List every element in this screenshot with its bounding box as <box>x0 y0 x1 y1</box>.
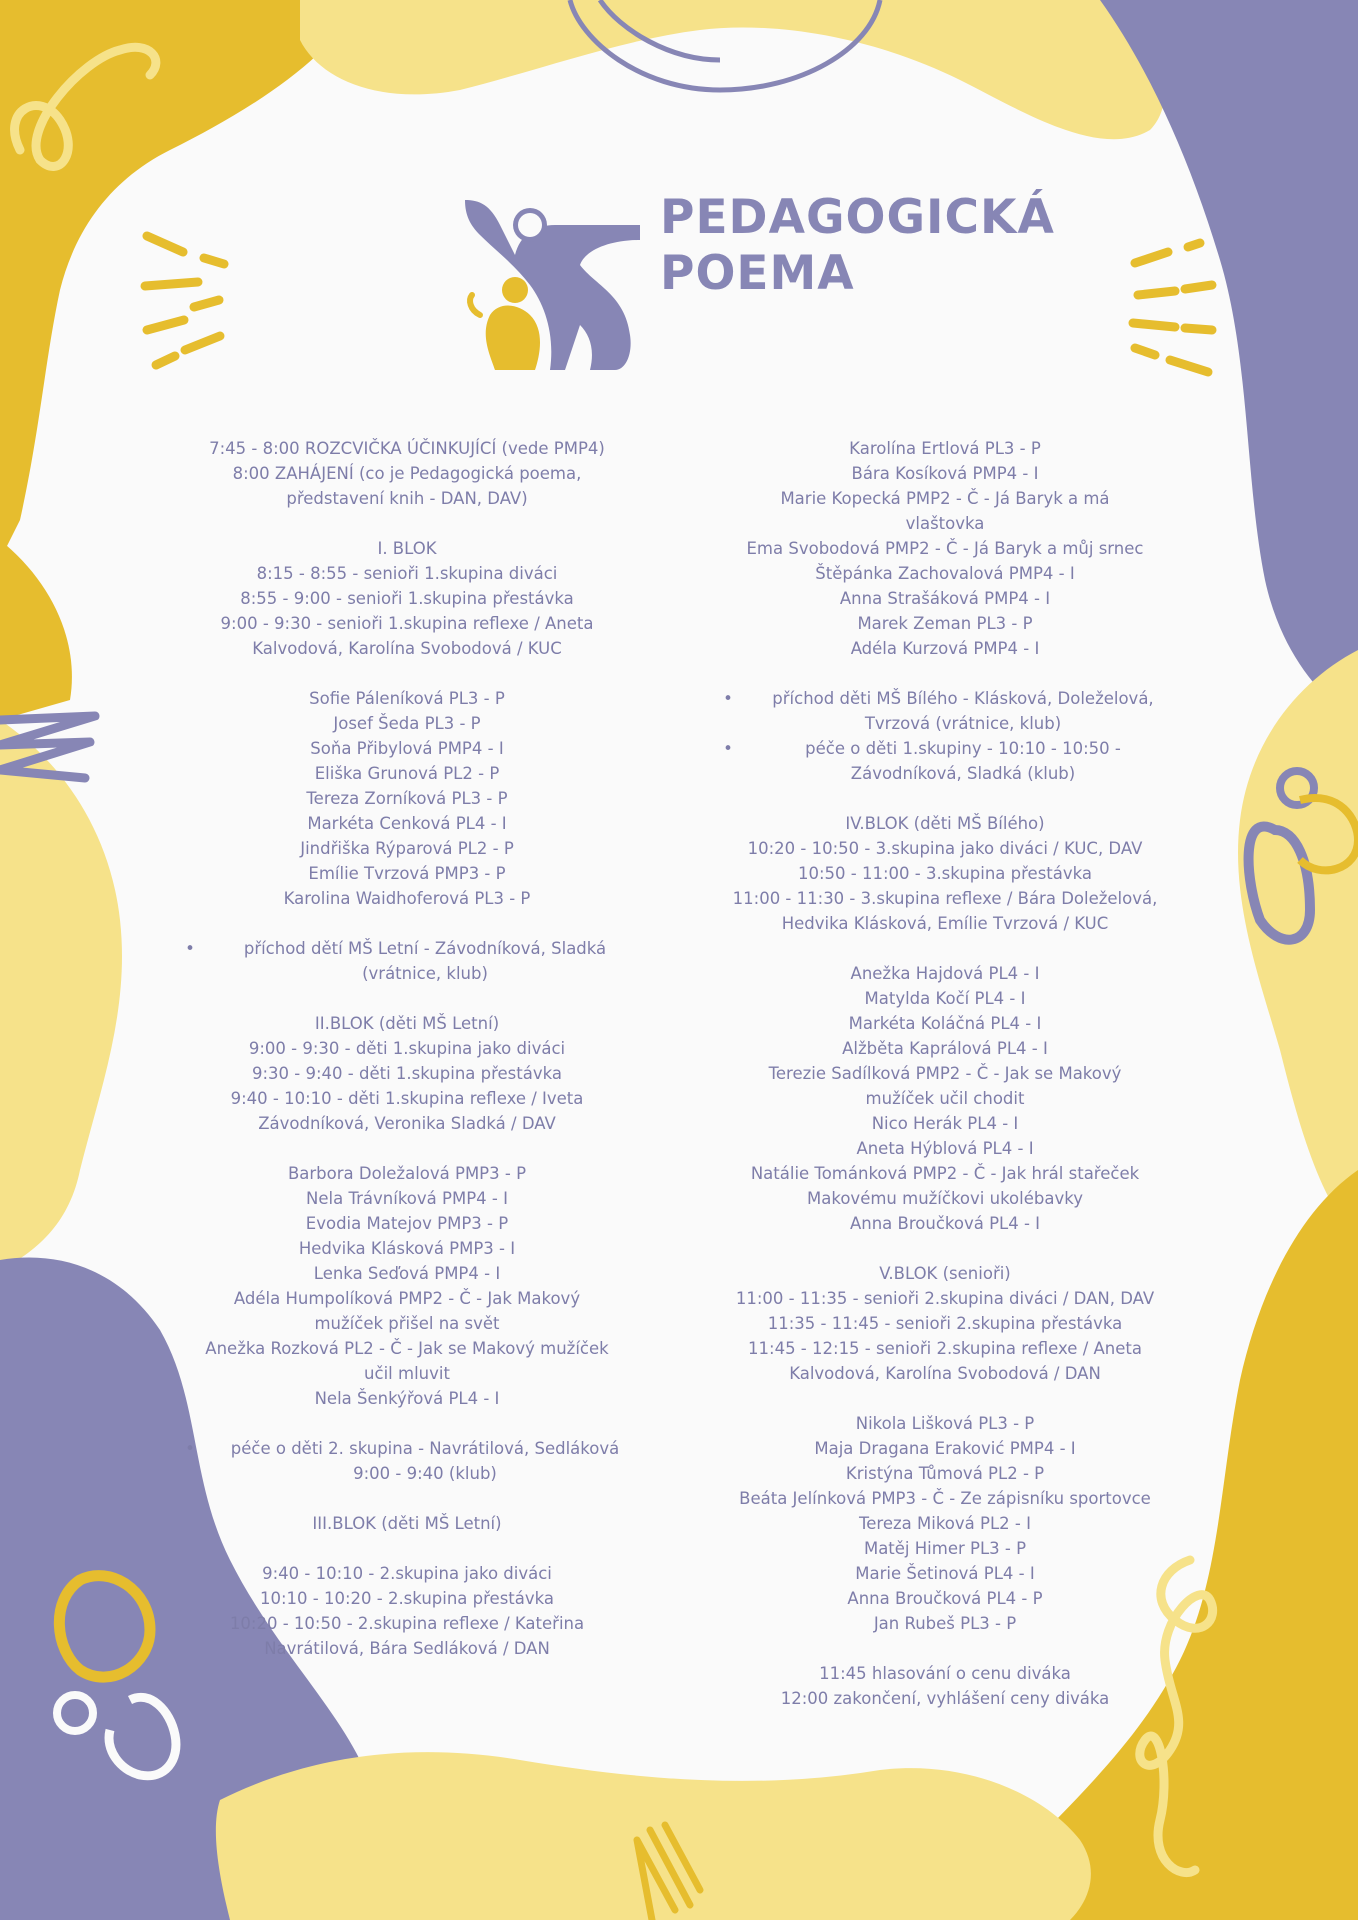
schedule-line: 9:30 - 9:40 - děti 1.skupina přestávka <box>252 1064 562 1083</box>
schedule-line: Závodníková, Veronika Sladká / DAV <box>258 1114 556 1133</box>
performer-line: Maja Dragana Eraković PMP4 - I <box>814 1439 1076 1458</box>
performer-line: mužíček učil chodit <box>865 1089 1025 1108</box>
performer-line: Alžběta Kaprálová PL4 - I <box>842 1039 1048 1058</box>
schedule-line: 9:40 - 10:10 - 2.skupina jako diváci <box>262 1564 552 1583</box>
performer-line: Anna Broučková PL4 - P <box>847 1589 1043 1608</box>
schedule-line: 10:20 - 10:50 - 3.skupina jako diváci / KUC, DAV <box>747 839 1143 858</box>
bullet-item <box>710 686 1180 736</box>
bullet-text: péče o děti 2. skupina - Navrátilová, Sedláková <box>230 1439 620 1458</box>
performer-line: Bára Kosíková PMP4 - I <box>851 464 1039 483</box>
performer-line: Karolína Ertlová PL3 - P <box>849 439 1041 458</box>
closing-line: 11:45 hlasování o cenu diváka <box>819 1664 1071 1683</box>
brand-title <box>660 190 1055 302</box>
bullet-text: 9:00 - 9:40 (klub) <box>353 1464 497 1483</box>
performer-line: Anežka Hajdová PL4 - I <box>850 964 1040 983</box>
bullet-text: Závodníková, Sladká (klub) <box>850 764 1076 783</box>
performer-line: Natálie Tománková PMP2 - Č - Jak hrál stařeček <box>750 1164 1140 1183</box>
performer-line: Sofie Páleníková PL3 - P <box>309 689 505 708</box>
schedule-line: 11:00 - 11:35 - senioři 2.skupina diváci / DAN, DAV <box>735 1289 1155 1308</box>
performer-line: Barbora Doležalová PMP3 - P <box>287 1164 527 1183</box>
schedule-line: představení knih - DAN, DAV) <box>286 489 528 508</box>
schedule-line: 10:10 - 10:20 - 2.skupina přestávka <box>259 1589 555 1608</box>
bullet-text: příchod děti MŠ Bílého - Klásková, Doleželová, <box>772 689 1154 708</box>
schedule-line: 7:45 - 8:00 ROZCVIČKA ÚČINKUJÍCÍ (vede PMP4) <box>209 439 605 458</box>
performer-line: Eliška Grunová PL2 - P <box>314 764 500 783</box>
schedule-line: 11:35 - 11:45 - senioři 2.skupina přestávka <box>767 1314 1123 1333</box>
schedule-line: 10:50 - 11:00 - 3.skupina přestávka <box>797 864 1093 883</box>
schedule-line: 8:00 ZAHÁJENÍ (co je Pedagogická poema, <box>232 464 582 483</box>
bullet-symbol: • <box>723 689 733 708</box>
performer-line: Markéta Cenková PL4 - I <box>307 814 507 833</box>
performer-line: Marek Zeman PL3 - P <box>857 614 1033 633</box>
performer-line: Nela Trávníková PMP4 - I <box>306 1189 508 1208</box>
performer-line: Matylda Kočí PL4 - I <box>864 989 1026 1008</box>
performer-line: Beáta Jelínková PMP3 - Č - Ze zápisníku sportovce <box>739 1489 1151 1508</box>
performer-line: Emílie Tvrzová PMP3 - P <box>308 864 506 883</box>
bullet-symbol: • <box>723 739 733 758</box>
pedagogicka-poema-logo <box>460 195 650 375</box>
performer-line: Nico Herák PL4 - I <box>871 1114 1019 1133</box>
block-heading: II.BLOK (děti MŠ Letní) <box>314 1014 500 1033</box>
schedule-line: 9:40 - 10:10 - děti 1.skupina reflexe / Iveta <box>230 1089 584 1108</box>
schedule-line: 10:20 - 10:50 - 2.skupina reflexe / Kateřina <box>229 1614 585 1633</box>
brand-line-2: POEMA <box>660 246 855 301</box>
schedule-line: Hedvika Klásková, Emílie Tvrzová / KUC <box>781 914 1109 933</box>
block-heading: V.BLOK (senioři) <box>879 1264 1011 1283</box>
schedule-line: Kalvodová, Karolína Svobodová / KUC <box>252 639 562 658</box>
performer-line: Josef Šeda PL3 - P <box>333 714 481 733</box>
closing-line: 12:00 zakončení, vyhlášení ceny diváka <box>780 1689 1110 1708</box>
performer-line: Nikola Lišková PL3 - P <box>855 1414 1035 1433</box>
performer-line: Jan Rubeš PL3 - P <box>873 1614 1017 1633</box>
brand-line-1: PEDAGOGICKÁ <box>660 190 1055 245</box>
performer-line: Anna Strašáková PMP4 - I <box>839 589 1051 608</box>
performer-line: Anna Broučková PL4 - I <box>849 1214 1041 1233</box>
schedule-line: 9:00 - 9:30 - děti 1.skupina jako diváci <box>248 1039 566 1058</box>
bullet-item <box>710 736 1180 786</box>
performer-line: Jindřiška Rýparová PL2 - P <box>300 839 514 858</box>
performer-line: Matěj Himer PL3 - P <box>863 1539 1027 1558</box>
block-heading: IV.BLOK (děti MŠ Bílého) <box>845 814 1045 833</box>
bullet-text: příchod dětí MŠ Letní - Závodníková, Sladká <box>243 939 607 958</box>
performer-line: mužíček přišel na svět <box>314 1314 500 1333</box>
block-heading: I. BLOK <box>377 539 437 558</box>
schedule-line: Kalvodová, Karolína Svobodová / DAN <box>789 1364 1101 1383</box>
performer-line: vlaštovka <box>905 514 985 533</box>
performer-line: Evodia Matejov PMP3 - P <box>305 1214 509 1233</box>
schedule-line: Navrátilová, Bára Sedláková / DAN <box>264 1639 550 1658</box>
performer-line: Lenka Seďová PMP4 - I <box>313 1264 501 1283</box>
program-left-column <box>172 436 642 1661</box>
schedule-line: 11:00 - 11:30 - 3.skupina reflexe / Bára Doleželová, <box>732 889 1158 908</box>
performer-line: Adéla Humpolíková PMP2 - Č - Jak Makový <box>233 1289 581 1308</box>
bullet-text: péče o děti 1.skupiny - 10:10 - 10:50 - <box>805 739 1121 758</box>
performer-line: Tereza Zorníková PL3 - P <box>306 789 508 808</box>
bullet-item <box>172 936 642 986</box>
performer-line: Aneta Hýblová PL4 - I <box>856 1139 1034 1158</box>
performer-line: učil mluvit <box>364 1364 450 1383</box>
bullet-text: (vrátnice, klub) <box>362 964 488 983</box>
schedule-line: 8:15 - 8:55 - senioři 1.skupina diváci <box>256 564 558 583</box>
performer-line: Soňa Přibylová PMP4 - I <box>310 739 504 758</box>
performer-line: Tereza Miková PL2 - I <box>859 1514 1031 1533</box>
performer-line: Kristýna Tůmová PL2 - P <box>845 1464 1045 1483</box>
bullet-symbol: • <box>185 939 195 958</box>
block-heading: III.BLOK (děti MŠ Letní) <box>312 1514 502 1533</box>
performer-line: Adéla Kurzová PMP4 - I <box>850 639 1040 658</box>
performer-line: Anežka Rozková PL2 - Č - Jak se Makový mužíček <box>205 1339 609 1358</box>
bullet-item <box>172 1436 642 1486</box>
performer-line: Markéta Koláčná PL4 - I <box>848 1014 1042 1033</box>
performer-line: Ema Svobodová PMP2 - Č - Já Baryk a můj srnec <box>746 539 1144 558</box>
performer-line: Marie Kopecká PMP2 - Č - Já Baryk a má <box>780 489 1110 508</box>
performer-line: Terezie Sadílková PMP2 - Č - Jak se Makový <box>768 1064 1122 1083</box>
bullet-symbol: • <box>185 1439 195 1458</box>
performer-line: Štěpánka Zachovalová PMP4 - I <box>815 564 1075 583</box>
performer-line: Marie Šetinová PL4 - I <box>855 1564 1035 1583</box>
program-right-column <box>710 436 1180 1711</box>
schedule-line: 8:55 - 9:00 - senioři 1.skupina přestávka <box>240 589 574 608</box>
performer-line: Karolina Waidhoferová PL3 - P <box>283 889 531 908</box>
performer-line: Makovému mužíčkovi ukolébavky <box>807 1189 1083 1208</box>
performer-line: Nela Šenkýřová PL4 - I <box>314 1389 500 1408</box>
schedule-line: 9:00 - 9:30 - senioři 1.skupina reflexe / Aneta <box>220 614 594 633</box>
schedule-line: 11:45 - 12:15 - senioři 2.skupina reflexe / Aneta <box>748 1339 1142 1358</box>
bullet-text: Tvrzová (vrátnice, klub) <box>864 714 1062 733</box>
performer-line: Hedvika Klásková PMP3 - I <box>298 1239 516 1258</box>
